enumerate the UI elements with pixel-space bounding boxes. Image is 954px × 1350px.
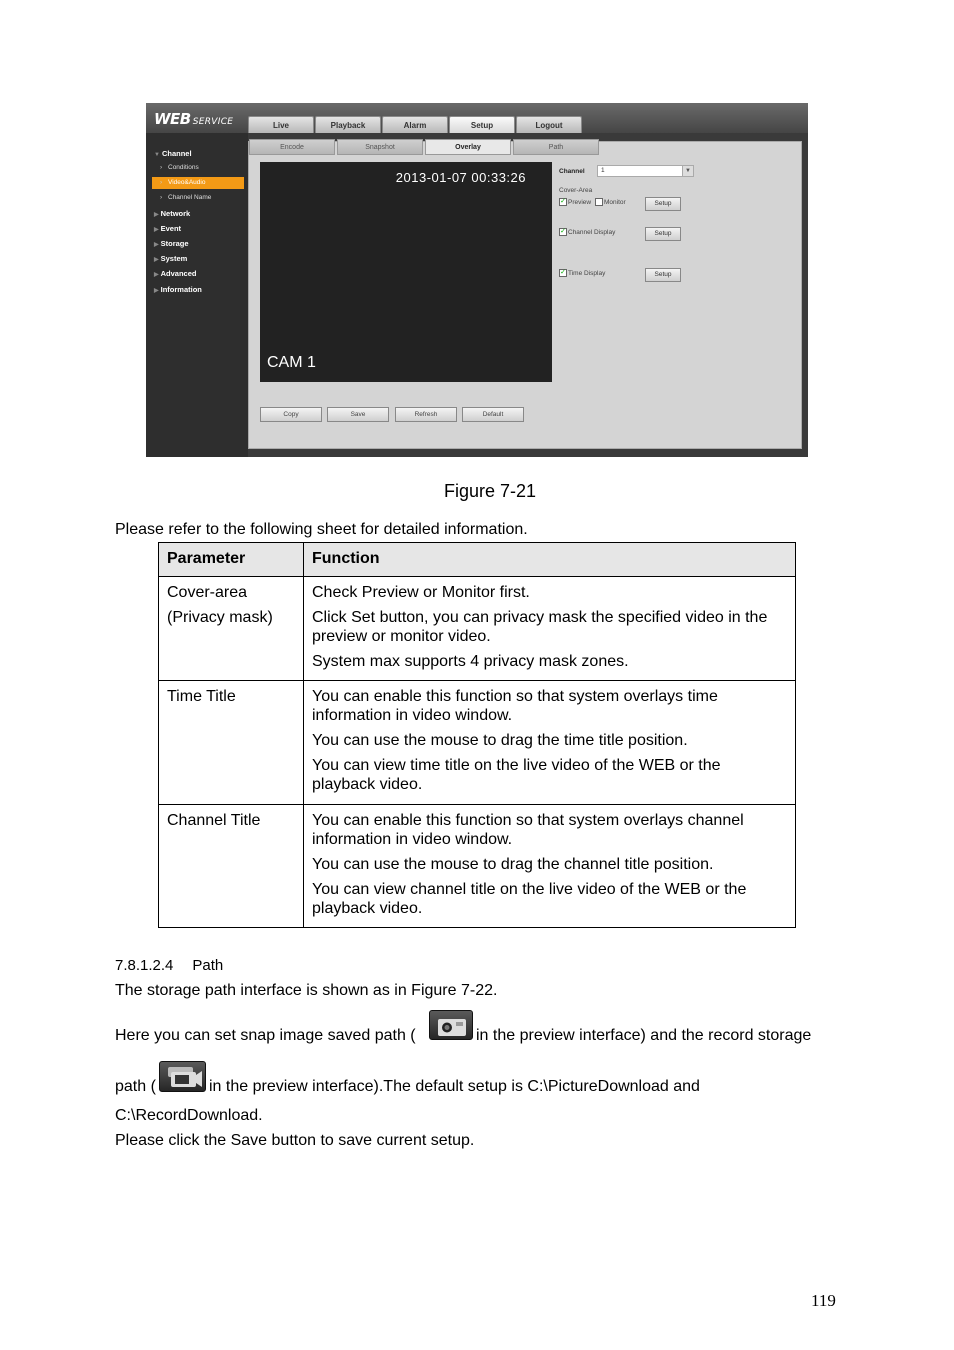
figure-caption: Figure 7-21 [444, 481, 537, 501]
monitor-label: Monitor [604, 199, 626, 206]
path-intro: The storage path interface is shown as in Figure 7-22. [115, 982, 498, 999]
triangle-right-icon: ▶ [154, 242, 159, 248]
intro-text: Please refer to the following sheet for detailed information. [115, 521, 528, 538]
time-display-setup-button[interactable]: Setup [645, 268, 681, 282]
snap-path-text-b: in the preview interface) and the record storage [476, 1027, 812, 1044]
tab-path[interactable]: Path [513, 139, 599, 155]
save-button[interactable]: Save [327, 407, 389, 422]
param-line: Channel Title [167, 812, 261, 829]
sidebar-item-video-audio[interactable]: › Video&Audio [152, 177, 244, 189]
tab-encode[interactable]: Encode [249, 139, 335, 155]
tab-playback[interactable]: Playback [315, 116, 381, 133]
function-line: System max supports 4 privacy mask zones. [312, 653, 629, 670]
preview-label: Preview [568, 199, 592, 206]
tab-setup[interactable]: Setup [449, 116, 515, 133]
table-header-row [159, 543, 796, 577]
tab-alarm[interactable]: Alarm [382, 116, 448, 133]
record-path-default: C:\RecordDownload. [115, 1107, 263, 1124]
section-heading: 7.8.1.2.4 Path [115, 957, 224, 974]
sidebar-item-advanced[interactable]: ▶ Advanced [154, 269, 197, 278]
time-title-overlay[interactable]: 2013-01-07 00:33:26 [395, 170, 526, 185]
table-cell-function [304, 577, 796, 681]
snap-path-text-a: Here you can set snap image saved path ( [115, 1027, 416, 1044]
record-camera-icon [159, 1061, 206, 1092]
channel-title-overlay[interactable]: CAM 1 [267, 354, 316, 371]
snapshot-camera-icon [429, 1010, 473, 1040]
sidebar-item-storage[interactable]: ▶ Storage [154, 239, 189, 248]
function-line: You can use the mouse to drag the channel title position. [312, 856, 714, 873]
cover-area-setup-button[interactable]: Setup [645, 197, 681, 211]
record-path-text-a: path ( [115, 1078, 156, 1095]
table-cell-function [304, 681, 796, 805]
table-cell-parameter [159, 577, 304, 681]
table-header-parameter: Parameter [159, 543, 304, 577]
triangle-right-icon: ▶ [154, 227, 159, 233]
sidebar-item-event[interactable]: ▶ Event [154, 224, 182, 233]
table-cell-parameter [159, 681, 304, 805]
param-line: Time Title [167, 688, 236, 705]
channel-label: Channel [559, 168, 585, 175]
table-cell-function [304, 805, 796, 928]
chevron-right-icon: › [160, 164, 163, 171]
dropdown-arrow-icon: ▼ [682, 166, 693, 176]
triangle-down-icon: ▼ [154, 152, 160, 158]
refresh-button[interactable]: Refresh [395, 407, 457, 422]
video-preview[interactable] [260, 162, 552, 382]
cover-area-label: Cover-Area [559, 187, 593, 194]
time-display-label: Time Display [568, 270, 606, 277]
table-row [159, 681, 796, 805]
web-service-logo: WEB SERVICE [154, 110, 234, 128]
app-header [146, 103, 808, 133]
sidebar-item-channel[interactable]: ▼ Channel [154, 149, 192, 158]
channel-display-label: Channel Display [568, 229, 616, 236]
copy-button[interactable]: Copy [260, 407, 322, 422]
overlay-settings-panel [248, 141, 802, 449]
sidebar-item-network[interactable]: ▶ Network [154, 209, 191, 218]
param-line: Cover-area [167, 584, 248, 601]
function-line: You can use the mouse to drag the time title position. [312, 732, 688, 749]
record-path-text-b: in the preview interface).The default setup is C:\PictureDownload and [209, 1078, 700, 1095]
page-number: 119 [811, 1291, 836, 1310]
default-button[interactable]: Default [462, 407, 524, 422]
table-header-function: Function [304, 543, 796, 577]
triangle-right-icon: ▶ [154, 257, 159, 263]
channel-display-checkbox[interactable]: ✓ [560, 228, 566, 235]
chevron-right-icon: › [160, 194, 163, 201]
tab-snapshot[interactable]: Snapshot [337, 139, 423, 155]
parameter-table [158, 542, 796, 928]
channel-display-setup-button[interactable]: Setup [645, 227, 681, 241]
function-line: You can view channel title on the live video of the WEB or the playback video. [312, 881, 747, 917]
setup-sidebar [146, 133, 248, 457]
table-row [159, 805, 796, 928]
function-line: You can enable this function so that system overlays time information in video window. [312, 688, 718, 724]
table-cell-parameter [159, 805, 304, 928]
triangle-right-icon: ▶ [154, 288, 159, 294]
sidebar-item-information[interactable]: ▶ Information [154, 285, 202, 294]
param-line: (Privacy mask) [167, 609, 273, 626]
function-line: Check Preview or Monitor first. [312, 584, 530, 601]
monitor-checkbox[interactable] [595, 198, 603, 206]
web-service-screenshot [146, 103, 808, 457]
time-display-checkbox[interactable]: ✓ [560, 269, 566, 276]
save-instruction: Please click the Save button to save current setup. [115, 1132, 475, 1149]
chevron-right-icon: › [160, 179, 163, 186]
table-row [159, 577, 796, 681]
triangle-right-icon: ▶ [154, 272, 159, 278]
preview-checkbox[interactable]: ✓ [560, 198, 566, 205]
channel-select[interactable]: 1 ▼ [597, 165, 694, 177]
sidebar-item-system[interactable]: ▶ System [154, 254, 188, 263]
triangle-right-icon: ▶ [154, 212, 159, 218]
sidebar-item-conditions[interactable]: › Conditions [160, 164, 199, 171]
function-line: You can view time title on the live video of the WEB or the playback video. [312, 757, 721, 793]
tab-overlay[interactable]: Overlay [425, 139, 511, 155]
function-line: Click Set button, you can privacy mask the specified video in the preview or monitor video. [312, 609, 768, 645]
tab-live[interactable]: Live [248, 116, 314, 133]
sidebar-item-channel-name[interactable]: › Channel Name [160, 194, 212, 201]
function-line: You can enable this function so that system overlays channel information in video window. [312, 812, 744, 848]
tab-logout[interactable]: Logout [516, 116, 582, 133]
